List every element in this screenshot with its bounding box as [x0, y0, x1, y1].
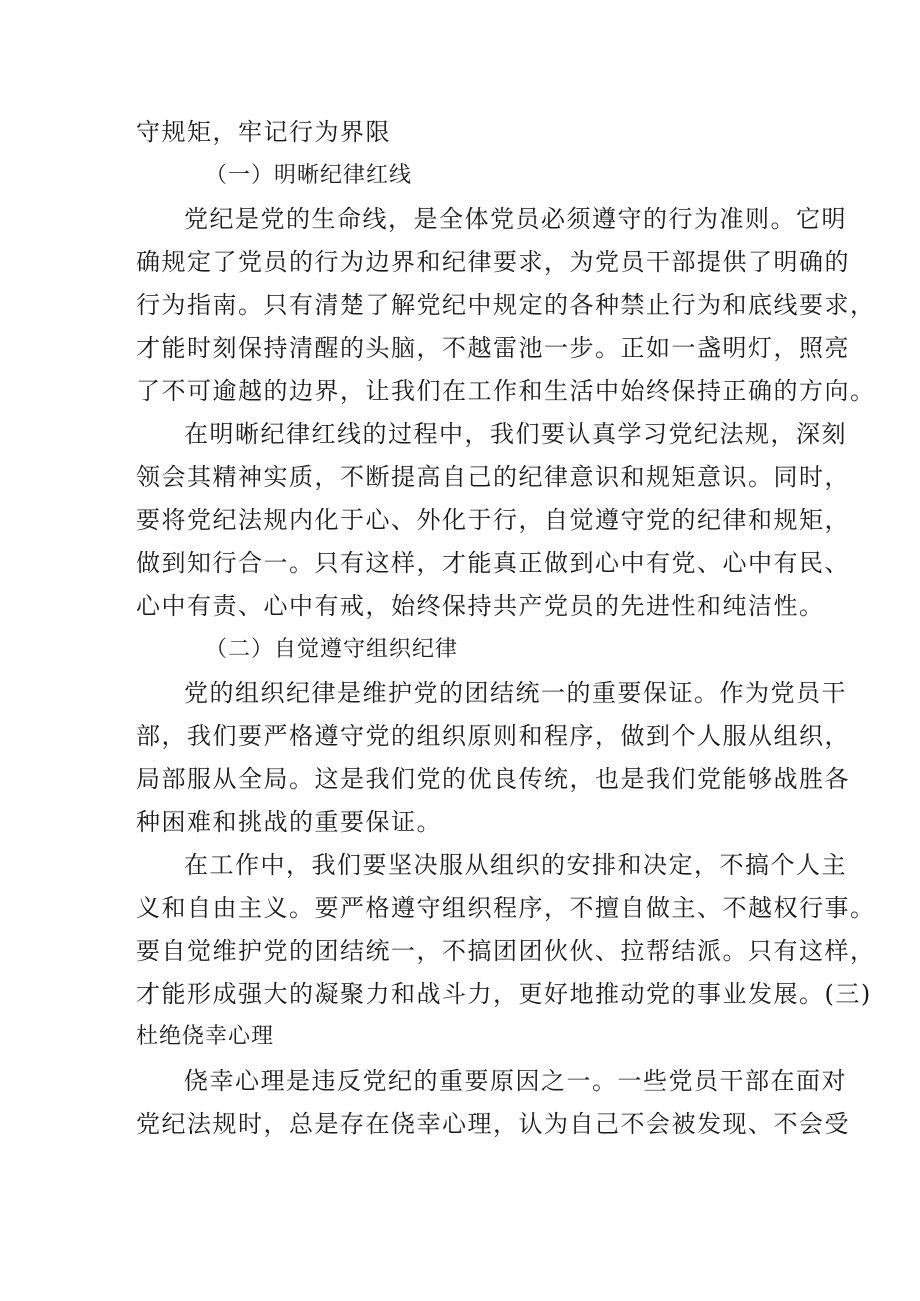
paragraph-line: 种困难和挑战的重要保证。	[136, 808, 442, 836]
paragraph-line: 领会其精神实质，不断提高自己的纪律意识和规矩意识。同时，	[136, 463, 850, 491]
paragraph-line: 才能时刻保持清醒的头脑，不越雷池一步。正如一盏明灯，照亮	[136, 334, 850, 362]
section-heading-2: （二）自觉遵守组织纪律	[205, 637, 459, 662]
paragraph-line: 党的组织纪律是维护党的团结统一的重要保证。作为党员干	[184, 679, 847, 707]
paragraph-line: 在明晰纪律红线的过程中，我们要认真学习党纪法规，深刻	[184, 420, 847, 448]
paragraph-line: 部，我们要严格遵守党的组织原则和程序，做到个人服从组织，	[136, 722, 850, 750]
paragraph-line: 在工作中，我们要坚决服从组织的安排和决定，不搞个人主	[184, 851, 847, 879]
paragraph-line: 才能形成强大的凝聚力和战斗力，更好地推动党的事业发展。(三)	[136, 980, 872, 1008]
section-heading-1: （一）明晰纪律红线	[205, 163, 413, 188]
paragraph-line: 了不可逾越的边界，让我们在工作和生活中始终保持正确的方向。	[136, 377, 876, 405]
paragraph-line: 要将党纪法规内化于心、外化于行，自觉遵守党的纪律和规矩，	[136, 506, 850, 534]
paragraph-line: 党纪法规时，总是存在侥幸心理，认为自己不会被发现、不会受	[136, 1110, 850, 1138]
paragraph-line: 党纪是党的生命线，是全体党员必须遵守的行为准则。它明	[184, 205, 847, 233]
text-line: 守规矩，牢记行为界限	[136, 118, 391, 146]
paragraph-line: 心中有责、心中有戒，始终保持共产党员的先进性和纯洁性。	[136, 592, 825, 620]
paragraph-line: 确规定了党员的行为边界和纪律要求，为党员干部提供了明确的	[136, 248, 850, 276]
paragraph-line: 局部服从全局。这是我们党的优良传统，也是我们党能够战胜各	[136, 765, 850, 793]
paragraph-line: 义和自由主义。要严格遵守组织程序，不擅自做主、不越权行事。	[136, 894, 876, 922]
section-heading-3: 杜绝侥幸心理	[136, 1024, 275, 1049]
paragraph-line: 行为指南。只有清楚了解党纪中规定的各种禁止行为和底线要求，	[136, 291, 876, 319]
paragraph-line: 要自觉维护党的团结统一，不搞团团伙伙、拉帮结派。只有这样，	[136, 937, 876, 965]
paragraph-line: 侥幸心理是违反党纪的重要原因之一。一些党员干部在面对	[184, 1067, 847, 1095]
paragraph-line: 做到知行合一。只有这样，才能真正做到心中有党、心中有民、	[136, 549, 850, 577]
